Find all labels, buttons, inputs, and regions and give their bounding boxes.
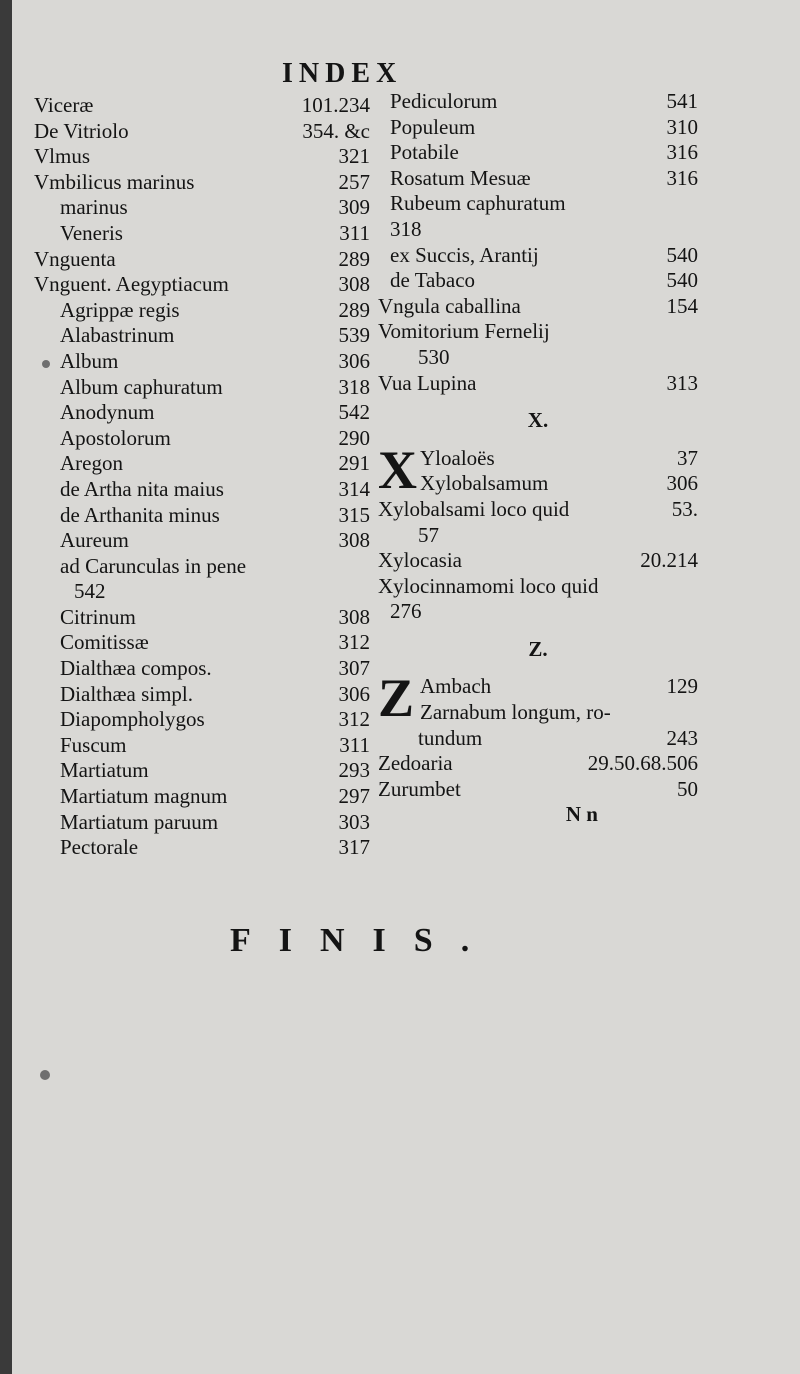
entry-pages: 310 [666, 114, 698, 139]
entry-pages [364, 554, 370, 580]
right-entries [378, 89, 698, 396]
entry-pages [692, 700, 698, 726]
index-entry [420, 446, 698, 472]
index-entry [420, 471, 698, 497]
index-entry [34, 119, 370, 145]
index-entry [34, 554, 370, 580]
entry-pages: 154 [666, 293, 698, 318]
entry-term: 318 [390, 216, 422, 241]
entry-pages [692, 523, 698, 549]
entry-term: Rosatum Mesuæ [390, 165, 531, 190]
entry-term: Diapompholygos [60, 707, 205, 732]
index-entry [34, 426, 370, 452]
index-entry [420, 700, 698, 726]
drop-cap-x: X [378, 439, 417, 500]
entry-pages [692, 319, 698, 345]
index-entry [34, 323, 370, 349]
entry-pages: 311 [339, 220, 370, 245]
entry-pages: 257 [338, 169, 370, 194]
index-entry [378, 115, 698, 141]
entry-pages: 318 [338, 374, 370, 399]
entry-term: Agrippæ regis [60, 297, 180, 322]
finis-text: FINIS. [230, 922, 498, 959]
entry-term: 542 [74, 579, 106, 604]
index-entry [34, 221, 370, 247]
entry-term: Vua Lupina [378, 370, 477, 395]
entry-term: Pectorale [60, 835, 139, 860]
index-entry [378, 191, 698, 217]
section-z-drop [378, 668, 698, 729]
entry-pages [692, 599, 698, 625]
entry-term: Album caphuratum [60, 374, 223, 399]
entry-pages: 311 [339, 732, 370, 757]
index-entry [34, 733, 370, 759]
entry-pages: 316 [666, 140, 698, 165]
book-page [12, 0, 800, 1374]
entry-pages: 541 [666, 89, 698, 113]
entry-term: marinus [60, 195, 128, 220]
entry-term: Aregon [60, 451, 123, 476]
entry-term: 57 [418, 522, 439, 547]
entry-pages: 308 [338, 528, 370, 553]
entry-pages: 307 [338, 656, 370, 681]
entry-pages: 306 [338, 348, 370, 373]
section-z-entries [378, 726, 698, 803]
index-entry [34, 195, 370, 221]
entry-term: ex Succis, Arantij [390, 242, 539, 267]
signature-mark: N n [565, 802, 598, 827]
entry-term: Zarnabum longum, ro- [420, 700, 611, 725]
entry-term: 276 [390, 599, 422, 624]
paper-stain [40, 1070, 50, 1080]
index-entry [34, 298, 370, 324]
entry-term: tundum [418, 725, 483, 750]
entry-pages [692, 574, 698, 600]
index-entry [34, 810, 370, 836]
index-entry [378, 217, 698, 243]
index-entry [34, 630, 370, 656]
entry-pages: 542 [338, 400, 370, 425]
entry-pages: 354. &c [302, 118, 370, 143]
entry-term: Dialthæa compos. [60, 656, 212, 681]
entry-pages: 53. [671, 496, 698, 521]
index-entry [34, 579, 370, 605]
entry-term: Martiatum paruum [60, 809, 219, 834]
index-entry [378, 140, 698, 166]
index-entry [378, 726, 698, 752]
entry-pages: 101.234 [301, 93, 370, 117]
index-entry [378, 777, 698, 803]
entry-pages: 306 [338, 681, 370, 706]
index-entry [34, 707, 370, 733]
entry-pages: 290 [338, 425, 370, 450]
index-entry [34, 272, 370, 298]
entry-pages: 50 [677, 776, 698, 801]
drop-cap-z: Z [378, 668, 415, 729]
section-z-drop-lines [420, 674, 698, 725]
entry-pages: 289 [338, 246, 370, 271]
entry-pages: 306 [666, 471, 698, 496]
index-entry [34, 758, 370, 784]
index-entry [34, 400, 370, 426]
entry-term: Xylobalsami loco quid [378, 496, 570, 521]
index-entry [378, 166, 698, 192]
entry-pages: 308 [338, 272, 370, 297]
index-entry [34, 93, 370, 119]
index-entry [34, 682, 370, 708]
entry-term: Zurumbet [378, 776, 461, 801]
entry-pages: 129 [666, 674, 698, 699]
section-x-drop [378, 439, 698, 500]
entry-term: Rubeum caphuratum [390, 191, 566, 216]
entry-pages [692, 345, 698, 371]
index-entry [34, 170, 370, 196]
entry-pages: 309 [338, 195, 370, 220]
entry-term: Vlmus [34, 144, 91, 169]
entry-pages: 308 [338, 604, 370, 629]
index-entry [378, 599, 698, 625]
index-entry [34, 375, 370, 401]
entry-pages: 303 [338, 809, 370, 834]
entry-term: Xylocasia [378, 548, 462, 573]
index-entry [378, 574, 698, 600]
index-entry [420, 674, 698, 700]
entry-term: Apostolorum [60, 425, 171, 450]
index-entry [378, 294, 698, 320]
index-entry [378, 497, 698, 523]
entry-term: Pediculorum [390, 89, 498, 113]
entry-term: Vngula caballina [378, 293, 521, 318]
entry-pages: 289 [338, 297, 370, 322]
entry-term: Citrinum [60, 604, 136, 629]
entry-term: Yloaloës [420, 445, 495, 470]
index-entry [34, 451, 370, 477]
entry-pages: 315 [338, 502, 370, 527]
index-header: INDEX [282, 58, 403, 89]
section-z-heading: Z. [528, 636, 548, 661]
index-entry [378, 523, 698, 549]
index-entry [378, 371, 698, 397]
entry-term: Veneris [60, 220, 123, 245]
entry-pages: 293 [338, 758, 370, 783]
entry-term: Ambach [420, 674, 492, 699]
entry-pages: 29.50.68.506 [587, 751, 698, 776]
index-entry [34, 784, 370, 810]
index-entry [34, 349, 370, 375]
entry-term: Xylocinnamomi loco quid [378, 573, 599, 598]
entry-term: de Arthanita minus [60, 502, 220, 527]
entry-pages: 313 [666, 370, 698, 395]
entry-term: 530 [418, 344, 450, 369]
index-entry [378, 345, 698, 371]
right-column [378, 89, 698, 828]
entry-term: Martiatum magnum [60, 784, 228, 809]
entry-pages: 317 [338, 835, 370, 860]
entry-term: Album [60, 348, 119, 373]
index-entry [34, 247, 370, 273]
entry-pages: 20.214 [640, 548, 698, 573]
entry-term: Aureum [60, 528, 129, 553]
index-entry [34, 835, 370, 861]
index-entry [378, 268, 698, 294]
index-entry [378, 751, 698, 777]
entry-pages: 321 [338, 144, 370, 169]
index-entry [378, 548, 698, 574]
index-entry [34, 144, 370, 170]
entry-term: Xylobalsamum [420, 471, 549, 496]
entry-term: de Tabaco [390, 268, 476, 293]
index-entry [378, 243, 698, 269]
entry-pages: 540 [666, 268, 698, 293]
entry-term: Dialthæa simpl. [60, 681, 193, 706]
left-column [34, 93, 370, 861]
entry-pages [364, 579, 370, 605]
index-entry [34, 605, 370, 631]
entry-pages [692, 191, 698, 217]
entry-pages: 316 [666, 165, 698, 190]
entry-term: Fuscum [60, 732, 127, 757]
index-entry [378, 89, 698, 115]
entry-term: Alabastrinum [60, 323, 175, 348]
entry-term: de Artha nita maius [60, 476, 224, 501]
entry-term: Vmbilicus marinus [34, 169, 195, 194]
entry-pages: 37 [677, 445, 698, 470]
entry-term: Populeum [390, 114, 476, 139]
entry-term: Vnguenta [34, 246, 116, 271]
entry-term: Comitissæ [60, 630, 149, 655]
index-entry [34, 656, 370, 682]
section-x-drop-lines [420, 446, 698, 497]
entry-pages: 539 [338, 323, 370, 348]
entry-pages: 312 [338, 630, 370, 655]
entry-pages: 297 [338, 784, 370, 809]
entry-pages: 291 [338, 451, 370, 476]
entry-term: Martiatum [60, 758, 149, 783]
entry-term: Viceræ [34, 93, 94, 117]
entry-pages: 312 [338, 707, 370, 732]
entry-pages: 243 [666, 725, 698, 750]
entry-term: Zedoaria [378, 751, 453, 776]
entry-term: Potabile [390, 140, 459, 165]
index-entry [34, 528, 370, 554]
entry-term: Vomitorium Fernelij [378, 319, 550, 344]
index-entry [34, 503, 370, 529]
paper-stain [42, 360, 50, 368]
entry-pages: 540 [666, 242, 698, 267]
index-entry [34, 477, 370, 503]
section-x-entries [378, 497, 698, 625]
entry-term: Anodynum [60, 400, 155, 425]
entry-term: ad Carunculas in pene [60, 553, 247, 578]
entry-term: De Vitriolo [34, 118, 129, 143]
section-x-heading: X. [527, 408, 549, 433]
entry-pages [692, 217, 698, 243]
entry-term: Vnguent. Aegyptiacum [34, 272, 229, 297]
index-entry [378, 319, 698, 345]
entry-pages: 314 [338, 476, 370, 501]
